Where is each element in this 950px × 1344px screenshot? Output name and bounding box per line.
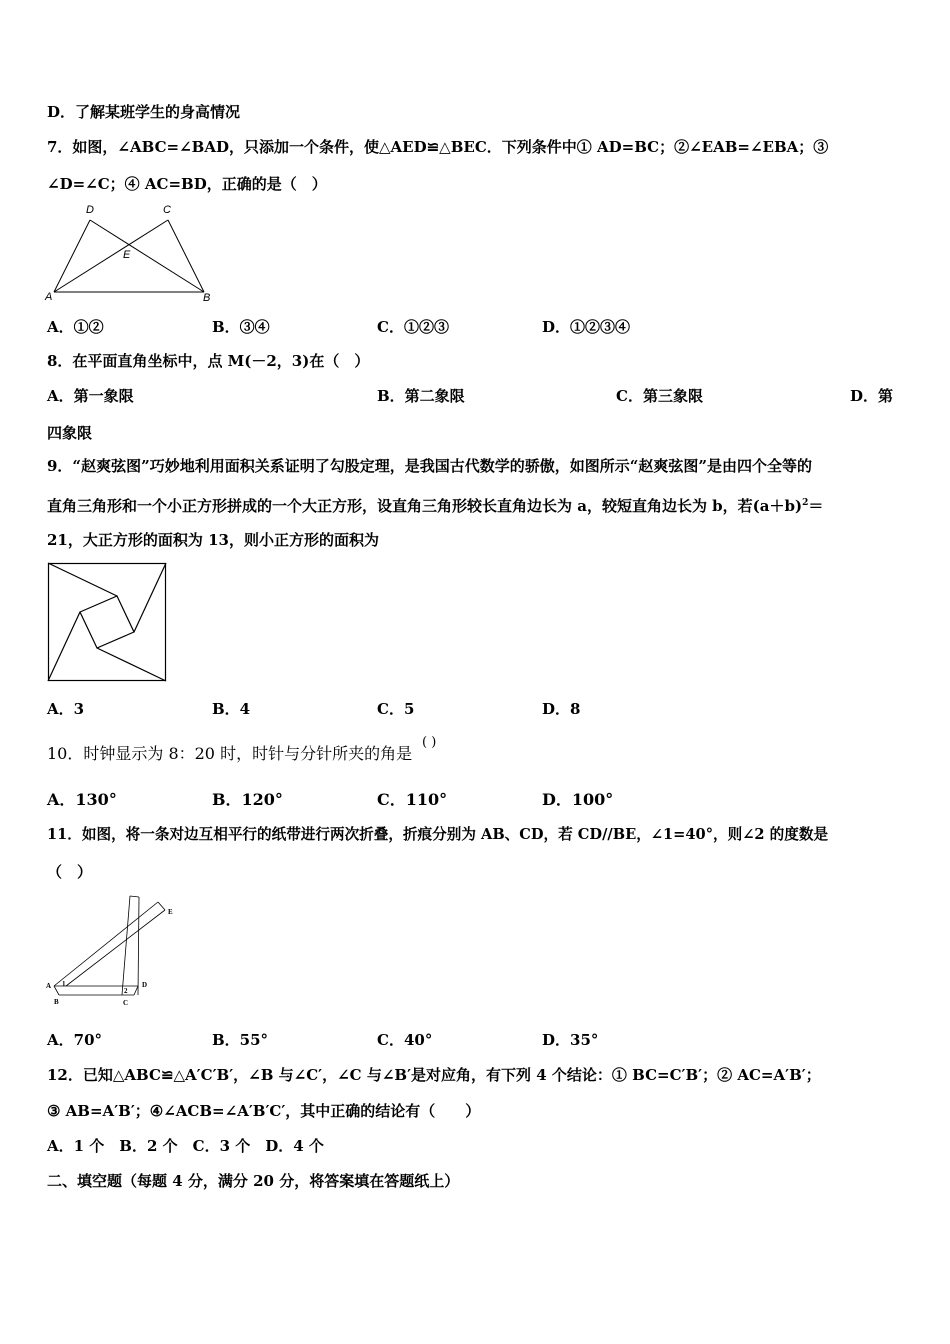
q10-option-c: C．110° (377, 790, 448, 809)
q10-option-d: D．100° (542, 790, 614, 809)
q10-option-a: A．130° (47, 790, 117, 809)
q7-option-b: B．③④ (212, 318, 270, 336)
q9-text-line2: 直角三角形和一个小正方形拼成的一个大正方形，设直角三角形较长直角边长为 a，较短直角边长为 b，若$(a+b)^2=$ (47, 497, 824, 515)
q7-figure (44, 200, 219, 305)
q11-option-c: C．40° (377, 1031, 433, 1049)
q7-label-e: E (123, 249, 131, 261)
q11-angle-1: 1 (62, 980, 66, 988)
q7-text-line2: ∠D=∠C；④ AC=BD，正确的是（ ） (47, 175, 327, 193)
q9-small-square (80, 596, 134, 648)
q9-zhaoshuang-figure (48, 563, 166, 681)
q7-label-d: D (86, 204, 94, 216)
q7-option-d: D．①②③④ (542, 318, 631, 336)
q7-label-a: A (45, 291, 53, 303)
q9-option-d: D．8 (542, 700, 581, 718)
q11-label-a: A (46, 982, 52, 990)
q7-seg-ac (54, 220, 168, 292)
q11-text-line2: （ ） (47, 863, 93, 881)
q8-option-b: B．第二象限 (377, 387, 465, 405)
q7-option-a: A．①② (47, 318, 104, 336)
q10-paren: ( ) (422, 735, 437, 750)
q6-option-d: D．了解某班学生的身高情况 (47, 103, 241, 121)
q12-options: A．1 个 B．2 个 C．3 个 D．4 个 (47, 1137, 324, 1155)
q9-option-a: A．3 (47, 700, 85, 718)
q7-option-c: C．①②③ (377, 318, 449, 336)
q8-text: 8．在平面直角坐标中，点 M(－2，3)在（ ） (47, 352, 370, 370)
q10-option-b: B．120° (212, 790, 283, 809)
q11-label-e: E (168, 908, 173, 916)
q7-label-b: B (203, 292, 211, 304)
q9-big-square (49, 564, 166, 681)
q8-option-c: C．第三象限 (616, 387, 703, 405)
q7-text-line1: 7．如图，∠ABC=∠BAD，只添加一个条件，使△AED≌△BEC．下列条件中① AD=BC；②∠EAB=∠EBA；③ (47, 138, 829, 156)
q9-text-line1: 9．“赵爽弦图”巧妙地利用面积关系证明了勾股定理，是我国古代数学的骄傲，如图所示“赵爽弦图”是由四个全等的 (47, 457, 812, 475)
q12-text-line2: ③ AB=A′B′；④∠ACB=∠A′B′C′，其中正确的结论有（ ） (47, 1102, 481, 1120)
q9-text-line3: 21，大正方形的面积为 13，则小正方形的面积为 (47, 531, 379, 549)
q11-label-d: D (142, 981, 148, 989)
q11-figure (44, 893, 179, 1011)
q11-text-line1: 11．如图，将一条对边互相平行的纸带进行两次折叠，折痕分别为 AB、CD，若 CD//BE，∠1=40°，则∠2 的度数是 (47, 826, 829, 843)
q8-option-d-wrap: 四象限 (47, 424, 93, 442)
q11-label-b: B (54, 998, 59, 1006)
q12-text-line1: 12．已知△ABC≌△A′C′B′，∠B 与∠C′，∠C 与∠B′是对应角，有下列 4 个结论：① BC=C′B′；② AC=A′B′； (47, 1066, 821, 1084)
q11-option-b: B．55° (212, 1031, 269, 1049)
section-2-title: 二、填空题（每题 4 分，满分 20 分，将答案填在答题纸上） (47, 1172, 460, 1190)
q9-option-b: B．4 (212, 700, 251, 718)
q11-label-c: C (123, 999, 129, 1007)
q8-option-d: D．第 (850, 387, 894, 405)
q11-option-a: A．70° (47, 1031, 103, 1049)
q10-text: 10．时钟显示为 8：20 时，时针与分针所夹的角是 (47, 744, 413, 763)
q8-option-a: A．第一象限 (47, 387, 134, 405)
q11-option-d: D．35° (542, 1031, 599, 1049)
q7-seg-bd (90, 220, 204, 292)
q9-option-c: C．5 (377, 700, 415, 718)
q7-label-c: C (163, 204, 171, 216)
q11-angle-2: 2 (124, 987, 128, 995)
